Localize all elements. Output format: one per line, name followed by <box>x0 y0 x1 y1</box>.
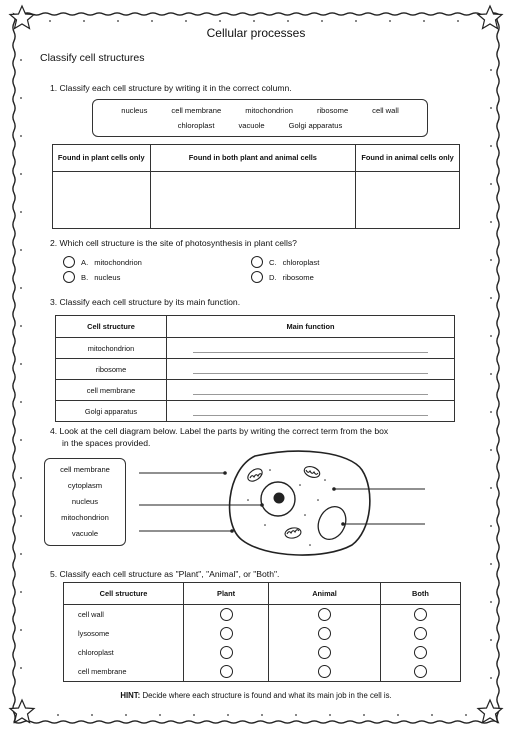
term-item: nucleus <box>71 497 99 506</box>
word-bank-term: cell wall <box>372 106 399 115</box>
radio-circle-icon[interactable] <box>220 608 233 621</box>
question-4-prompt-line1: 4. Look at the cell diagram below. Label the parts by writing the correct term from the box <box>50 426 389 436</box>
option-text: ribosome <box>282 272 314 282</box>
mitochondrion-shape <box>246 466 265 483</box>
radio-circle-icon[interactable] <box>414 627 427 640</box>
question-4-prompt-line2: in the spaces provided. <box>62 438 151 448</box>
term-item: mitochondrion <box>61 513 109 522</box>
page-title: Cellular processes <box>206 26 306 40</box>
option-text: mitochondrion <box>94 257 142 267</box>
animal-choice[interactable] <box>269 643 381 662</box>
plant-animal-table <box>63 582 461 682</box>
word-bank-term: chloroplast <box>177 121 215 130</box>
both-choice[interactable] <box>380 643 460 662</box>
plant-choice[interactable] <box>184 643 269 662</box>
radio-circle-icon[interactable] <box>318 627 331 640</box>
mitochondrion-shape <box>303 465 321 480</box>
nucleolus-shape <box>274 493 284 503</box>
structure-name: cell membrane <box>64 662 184 682</box>
option-text: chloroplast <box>282 257 320 267</box>
structure-name: lysosome <box>64 624 184 643</box>
structure-name: ribosome <box>56 359 167 380</box>
word-bank-term: nucleus <box>121 106 148 115</box>
structure-name: cell membrane <box>56 380 167 401</box>
table-row <box>64 662 461 682</box>
hint-body: Decide where each structure is found and what its main job in the cell is. <box>140 691 392 700</box>
radio-circle-icon[interactable] <box>318 608 331 621</box>
term-item: cell membrane <box>60 465 110 474</box>
plant-choice[interactable] <box>184 624 269 643</box>
column-header-function: Main function <box>167 316 455 338</box>
plant-choice[interactable] <box>184 662 269 682</box>
table-row <box>64 605 461 625</box>
radio-circle-icon[interactable] <box>414 646 427 659</box>
column-header-animal-only: Found in animal cells only <box>356 145 460 172</box>
radio-circle-icon[interactable] <box>318 665 331 678</box>
question-5-prompt: 5. Classify each cell structure as "Plant", "Animal", or "Both". <box>50 569 280 579</box>
option-letter: B. <box>81 272 89 282</box>
table-row <box>64 643 461 662</box>
section-subtitle: Classify cell structures <box>40 52 145 64</box>
column-header-plant: Plant <box>184 583 269 605</box>
structure-name: Golgi apparatus <box>56 401 167 422</box>
column-header-both: Both <box>380 583 460 605</box>
animal-choice[interactable] <box>269 624 381 643</box>
term-item: vacuole <box>71 529 99 538</box>
word-bank-term: cell membrane <box>171 106 222 115</box>
question-3-prompt: 3. Classify each cell structure by its main function. <box>50 297 241 307</box>
question-1-prompt: 1. Classify each cell structure by writing it in the correct column. <box>50 83 292 93</box>
option-letter: A. <box>81 257 89 267</box>
mitochondrion-shape <box>284 527 301 540</box>
term-item: cytoplasm <box>67 481 103 490</box>
radio-circle-icon[interactable] <box>220 646 233 659</box>
question-2-prompt: 2. Which cell structure is the site of photosynthesis in plant cells? <box>50 238 297 248</box>
hint-text <box>0 691 512 700</box>
animal-choice[interactable] <box>269 662 381 682</box>
word-bank-term: mitochondrion <box>245 106 293 115</box>
column-header-structure: Cell structure <box>64 583 184 605</box>
radio-circle-icon[interactable] <box>318 646 331 659</box>
column-header-structure: Cell structure <box>56 316 167 338</box>
radio-circle-icon[interactable] <box>220 665 233 678</box>
column-header-animal: Animal <box>269 583 381 605</box>
word-bank-term: ribosome <box>316 106 349 115</box>
vacuole-shape <box>313 502 351 544</box>
word-bank-term: Golgi apparatus <box>288 121 343 130</box>
table-row <box>64 624 461 643</box>
option-letter: D. <box>269 272 277 282</box>
structure-name: cell wall <box>64 605 184 625</box>
column-header-both: Found in both plant and animal cells <box>150 145 356 172</box>
column-header-plant-only: Found in plant cells only <box>53 145 151 172</box>
word-bank-term: vacuole <box>238 121 265 130</box>
radio-circle-icon[interactable] <box>414 608 427 621</box>
radio-circle-icon[interactable] <box>220 627 233 640</box>
both-choice[interactable] <box>380 624 460 643</box>
option-letter: C. <box>269 257 277 267</box>
option-text: nucleus <box>94 272 121 282</box>
hint-label: HINT: <box>120 691 141 700</box>
cell-membrane-shape <box>230 451 370 555</box>
structure-name: chloroplast <box>64 643 184 662</box>
plant-choice[interactable] <box>184 605 269 625</box>
radio-circle-icon[interactable] <box>414 665 427 678</box>
structure-name: mitochondrion <box>56 338 167 359</box>
animal-choice[interactable] <box>269 605 381 625</box>
both-choice[interactable] <box>380 662 460 682</box>
both-choice[interactable] <box>380 605 460 625</box>
